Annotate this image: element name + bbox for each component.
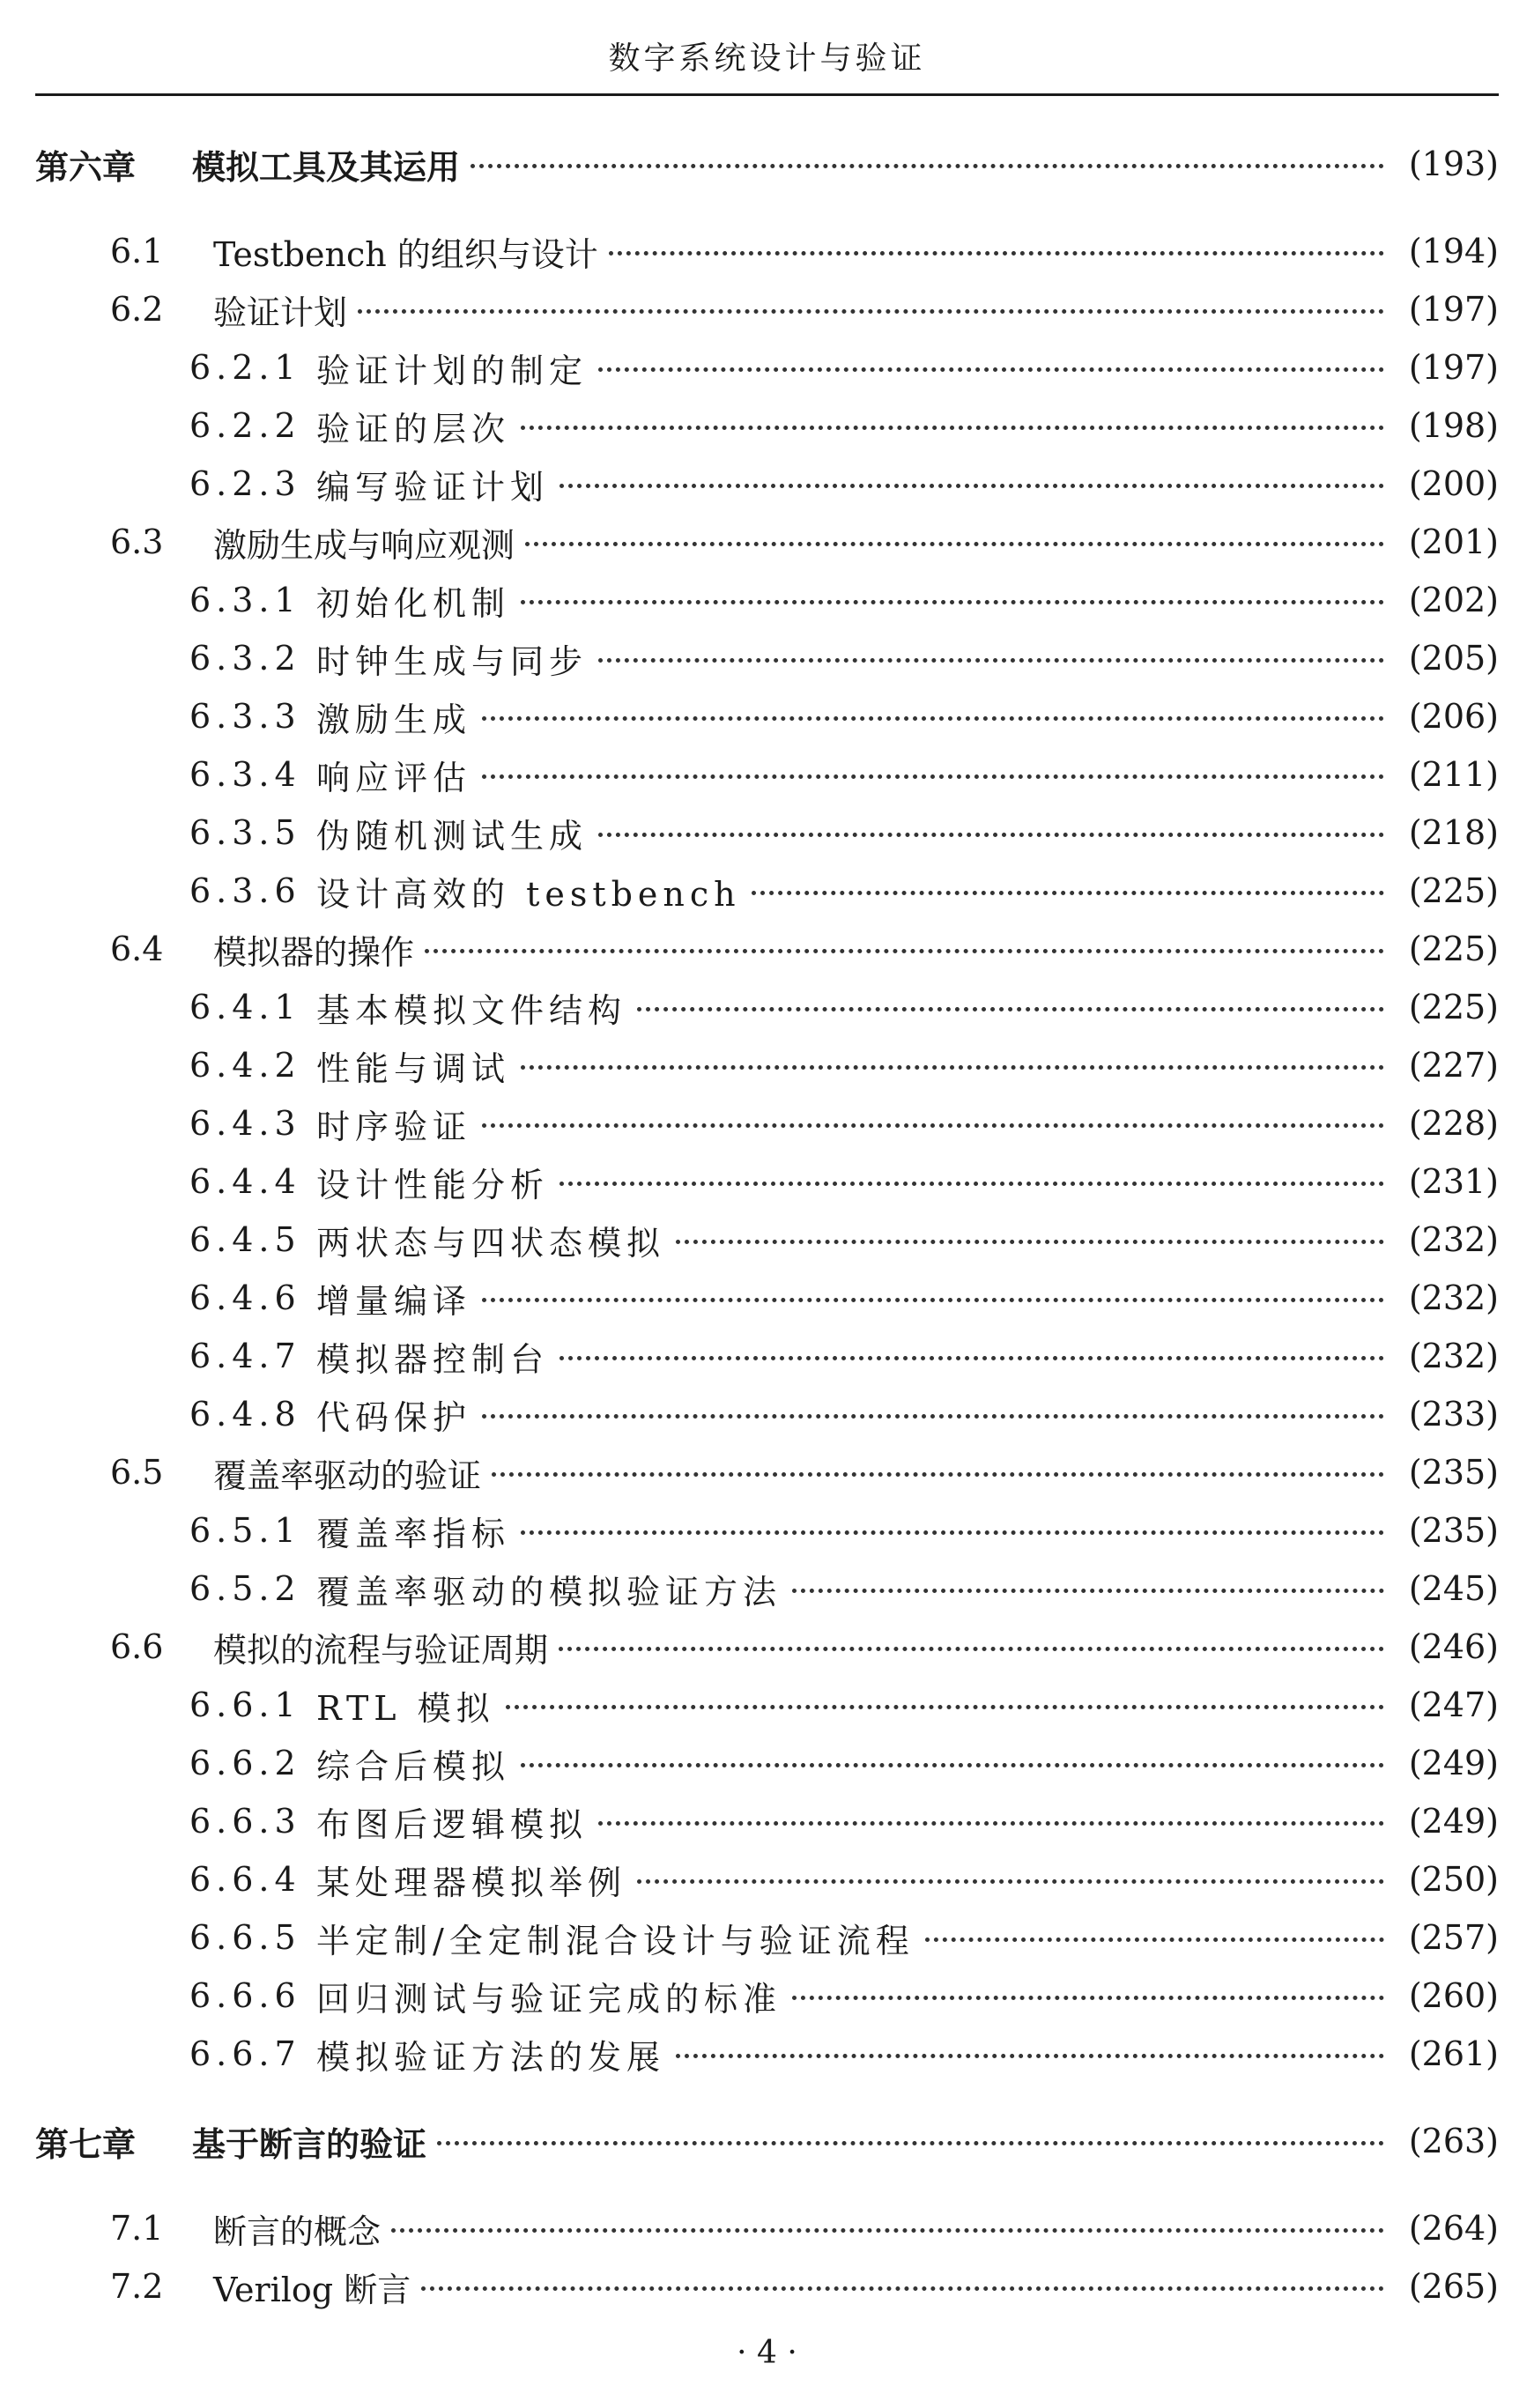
- toc-subsection-entry[interactable]: [35, 632, 1499, 685]
- toc-entry-title: 断言的概念: [213, 2212, 382, 2251]
- toc-subsection-entry[interactable]: [35, 1562, 1499, 1615]
- toc-entry-number: 第六章: [35, 147, 137, 187]
- toc-entry-title: 初始化机制: [316, 583, 511, 623]
- toc-entry-page: (193): [1408, 144, 1499, 183]
- toc-subsection-entry[interactable]: [35, 1039, 1499, 1092]
- toc-entry-title: 性能与调试: [316, 1048, 511, 1088]
- toc-entry-number: 6.4.5: [189, 1220, 301, 1259]
- toc-entry-number: 6.6.2: [189, 1744, 301, 1782]
- toc-entry-page: (198): [1408, 406, 1499, 445]
- toc-subsection-entry[interactable]: [35, 399, 1499, 452]
- toc-entry-page: (247): [1408, 1686, 1499, 1724]
- dot-leader: [506, 1705, 1384, 1709]
- toc-subsection-entry[interactable]: [35, 748, 1499, 801]
- toc-entry-number: 6.4: [110, 930, 164, 968]
- toc-entry-title: 回归测试与验证完成的标准: [316, 1979, 782, 2019]
- dot-leader: [482, 1123, 1384, 1128]
- dot-leader: [609, 251, 1384, 256]
- toc-entry-number: 6.4.2: [189, 1046, 301, 1085]
- toc-section-entry[interactable]: [35, 922, 1499, 975]
- dot-leader: [560, 1182, 1384, 1186]
- toc-section-entry[interactable]: [35, 515, 1499, 568]
- toc-subsection-entry[interactable]: [35, 1911, 1499, 1964]
- page-number: · 4 ·: [737, 2335, 797, 2371]
- toc-entry-number: 6.1: [110, 232, 164, 270]
- toc-subsection-entry[interactable]: [35, 1737, 1499, 1789]
- toc-entry-title: 覆盖率驱动的验证: [213, 1456, 482, 1495]
- toc-entry-number: 6.4.6: [189, 1278, 301, 1317]
- toc-entry-number: 6.3.4: [189, 755, 301, 794]
- toc-subsection-entry[interactable]: [35, 690, 1499, 743]
- dot-leader: [598, 367, 1384, 372]
- toc-entry-page: (245): [1408, 1569, 1499, 1608]
- dot-leader: [560, 484, 1384, 488]
- toc-section-entry[interactable]: [35, 283, 1499, 336]
- toc-entry-number: 6.2.3: [189, 464, 301, 503]
- toc-subsection-entry[interactable]: [35, 1504, 1499, 1557]
- toc-entry-title: 模拟器的操作: [213, 932, 415, 972]
- toc-section-entry[interactable]: [35, 2202, 1499, 2255]
- toc-entry-page: (211): [1408, 755, 1499, 794]
- toc-subsection-entry[interactable]: [35, 574, 1499, 626]
- toc-entry-title: 模拟的流程与验证周期: [213, 1630, 549, 1670]
- toc-entry-page: (218): [1408, 813, 1499, 852]
- book-title: 数字系统设计与验证: [608, 41, 926, 77]
- toc-entry-title: 模拟工具及其运用: [192, 147, 461, 187]
- toc-subsection-entry[interactable]: [35, 341, 1499, 394]
- dot-leader: [521, 426, 1384, 430]
- dot-leader: [598, 658, 1384, 663]
- toc-entry-title: 基于断言的验证: [192, 2124, 427, 2164]
- toc-entry-title: 编写验证计划: [316, 467, 550, 507]
- toc-entry-number: 7.2: [110, 2267, 164, 2306]
- toc-section-entry[interactable]: [35, 225, 1499, 278]
- dot-leader: [358, 309, 1384, 314]
- dot-leader: [925, 1938, 1384, 1942]
- toc-entry-page: (263): [1408, 2122, 1499, 2160]
- toc-entry-page: (194): [1408, 232, 1499, 270]
- toc-entry-title: 伪随机测试生成: [316, 816, 589, 856]
- toc-entry-number: 6.4.4: [189, 1162, 301, 1201]
- toc-entry-page: (250): [1408, 1860, 1499, 1899]
- toc-chapter-entry[interactable]: [35, 2115, 1499, 2167]
- toc-entry-title: Verilog 断言: [213, 2270, 411, 2309]
- dot-leader: [752, 891, 1384, 895]
- toc-entry-number: 6.6.7: [189, 2034, 301, 2073]
- toc-entry-page: (202): [1408, 581, 1499, 619]
- running-header: [35, 0, 1499, 96]
- toc-entry-number: 6.2.2: [189, 406, 301, 445]
- toc-entry-page: (227): [1408, 1046, 1499, 1085]
- toc-entry-page: (261): [1408, 2034, 1499, 2073]
- toc-entry-number: 6.3.1: [189, 581, 301, 619]
- toc-entry-title: 基本模拟文件结构: [316, 990, 627, 1030]
- toc-subsection-entry[interactable]: [35, 1330, 1499, 1382]
- dot-leader: [521, 1065, 1384, 1070]
- toc-entry-number: 6.3.3: [189, 697, 301, 736]
- dot-leader: [598, 1821, 1384, 1826]
- toc-entry-number: 6.6.6: [189, 1976, 301, 2015]
- dot-leader: [521, 600, 1384, 604]
- toc-entry-title: 模拟器控制台: [316, 1339, 550, 1379]
- dot-leader: [637, 1007, 1384, 1011]
- dot-leader: [437, 2141, 1384, 2145]
- toc-entry-page: (232): [1408, 1278, 1499, 1317]
- toc-subsection-entry[interactable]: [35, 1271, 1499, 1324]
- toc-entry-number: 6.3.6: [189, 871, 301, 910]
- toc-entry-title: 验证计划的制定: [316, 351, 589, 390]
- toc-entry-page: (233): [1408, 1395, 1499, 1434]
- toc-subsection-entry[interactable]: [35, 1853, 1499, 1906]
- toc-entry-number: 6.5.1: [189, 1511, 301, 1550]
- dot-leader: [492, 1472, 1384, 1477]
- toc-entry-page: (260): [1408, 1976, 1499, 2015]
- toc-entry-title: 某处理器模拟举例: [316, 1863, 627, 1902]
- toc-entry-title: 验证计划: [213, 293, 348, 332]
- toc-entry-title: 布图后逻辑模拟: [316, 1804, 589, 1844]
- toc-entry-page: (197): [1408, 290, 1499, 329]
- dot-leader: [482, 1414, 1384, 1419]
- dot-leader: [560, 1356, 1384, 1360]
- toc-subsection-entry[interactable]: [35, 806, 1499, 859]
- toc-entry-number: 6.4.3: [189, 1104, 301, 1143]
- toc-entry-number: 6.3.5: [189, 813, 301, 852]
- toc-entry-title: 激励生成: [316, 700, 472, 739]
- toc-entry-title: Testbench 的组织与设计: [213, 234, 598, 274]
- toc-entry-title: 代码保护: [316, 1397, 472, 1437]
- toc-entry-page: (228): [1408, 1104, 1499, 1143]
- toc-entry-number: 6.2.1: [189, 348, 301, 387]
- toc-entry-number: 6.4.1: [189, 988, 301, 1026]
- toc-entry-number: 6.6: [110, 1627, 164, 1666]
- toc-entry-number: 6.6.4: [189, 1860, 301, 1899]
- dot-leader: [471, 164, 1384, 168]
- toc-entry-page: (257): [1408, 1918, 1499, 1957]
- toc-subsection-entry[interactable]: [35, 864, 1499, 917]
- toc-entry-number: 6.6.1: [189, 1686, 301, 1724]
- toc-entry-title: 覆盖率指标: [316, 1514, 511, 1553]
- dot-leader: [598, 833, 1384, 837]
- toc-entry-page: (235): [1408, 1511, 1499, 1550]
- dot-leader: [482, 1298, 1384, 1302]
- dot-leader: [792, 1589, 1384, 1593]
- toc-entry-number: 6.5: [110, 1453, 164, 1492]
- dot-leader: [521, 1530, 1384, 1535]
- toc-section-entry[interactable]: [35, 1620, 1499, 1673]
- toc-entry-page: (197): [1408, 348, 1499, 387]
- toc-entry-number: 6.3.2: [189, 639, 301, 678]
- toc-entry-page: (232): [1408, 1220, 1499, 1259]
- toc-subsection-entry[interactable]: [35, 457, 1499, 510]
- dot-leader: [421, 2286, 1384, 2291]
- dot-leader: [792, 1996, 1384, 2000]
- toc-entry-number: 7.1: [110, 2209, 164, 2248]
- toc-section-entry[interactable]: [35, 1446, 1499, 1499]
- toc-entry-page: (249): [1408, 1744, 1499, 1782]
- toc-entry-page: (235): [1408, 1453, 1499, 1492]
- dot-leader: [482, 716, 1384, 721]
- toc-entry-page: (264): [1408, 2209, 1499, 2248]
- toc-entry-page: (265): [1408, 2267, 1499, 2306]
- toc-entry-title: RTL 模拟: [316, 1688, 495, 1728]
- toc-subsection-entry[interactable]: [35, 1213, 1499, 1266]
- toc-entry-number: 6.4.8: [189, 1395, 301, 1434]
- dot-leader: [521, 1763, 1384, 1767]
- toc-entry-number: 6.6.5: [189, 1918, 301, 1957]
- toc-entry-page: (206): [1408, 697, 1499, 736]
- toc-entry-page: (225): [1408, 871, 1499, 910]
- toc-entry-title: 时序验证: [316, 1107, 472, 1146]
- toc-subsection-entry[interactable]: [35, 1097, 1499, 1150]
- toc-subsection-entry[interactable]: [35, 1388, 1499, 1441]
- toc-subsection-entry[interactable]: [35, 981, 1499, 1034]
- toc-subsection-entry[interactable]: [35, 2027, 1499, 2080]
- toc-entry-page: (249): [1408, 1802, 1499, 1841]
- dot-leader: [637, 1879, 1384, 1884]
- toc-entry-title: 响应评估: [316, 758, 472, 797]
- toc-entry-number: 第七章: [35, 2124, 137, 2164]
- toc-subsection-entry[interactable]: [35, 1678, 1499, 1731]
- dot-leader: [676, 1240, 1384, 1244]
- toc-entry-title: 模拟验证方法的发展: [316, 2037, 666, 2077]
- toc-entry-page: (201): [1408, 522, 1499, 561]
- toc-entry-page: (225): [1408, 930, 1499, 968]
- dot-leader: [482, 774, 1384, 779]
- dot-leader: [676, 2054, 1384, 2058]
- dot-leader: [425, 949, 1384, 953]
- toc-subsection-entry[interactable]: [35, 1969, 1499, 2022]
- toc-subsection-entry[interactable]: [35, 1155, 1499, 1208]
- dot-leader: [559, 1647, 1384, 1651]
- toc-entry-page: (225): [1408, 988, 1499, 1026]
- toc-entry-title: 综合后模拟: [316, 1746, 511, 1786]
- toc-entry-title: 设计性能分析: [316, 1165, 550, 1204]
- toc-entry-number: 6.6.3: [189, 1802, 301, 1841]
- dot-leader: [391, 2228, 1384, 2233]
- toc-entry-number: 6.5.2: [189, 1569, 301, 1608]
- toc-entry-title: 半定制/全定制混合设计与验证流程: [316, 1921, 915, 1960]
- toc-entry-title: 激励生成与响应观测: [213, 525, 515, 565]
- toc-entry-title: 增量编译: [316, 1281, 472, 1321]
- toc-section-entry[interactable]: [35, 2260, 1499, 2313]
- toc-entry-title: 验证的层次: [316, 409, 511, 448]
- toc-entry-number: 6.3: [110, 522, 164, 561]
- toc-entry-title: 设计高效的 testbench: [316, 874, 741, 914]
- dot-leader: [525, 542, 1384, 546]
- toc-entry-page: (232): [1408, 1337, 1499, 1375]
- toc-entry-page: (246): [1408, 1627, 1499, 1666]
- toc-entry-title: 两状态与四状态模拟: [316, 1223, 666, 1263]
- toc-entry-number: 6.4.7: [189, 1337, 301, 1375]
- toc-entry-title: 时钟生成与同步: [316, 641, 589, 681]
- toc-entry-number: 6.2: [110, 290, 164, 329]
- toc-entry-page: (200): [1408, 464, 1499, 503]
- toc-chapter-entry[interactable]: [35, 137, 1499, 190]
- toc-subsection-entry[interactable]: [35, 1795, 1499, 1848]
- toc-entry-title: 覆盖率驱动的模拟验证方法: [316, 1572, 782, 1612]
- toc-entry-page: (205): [1408, 639, 1499, 678]
- toc-entry-page: (231): [1408, 1162, 1499, 1201]
